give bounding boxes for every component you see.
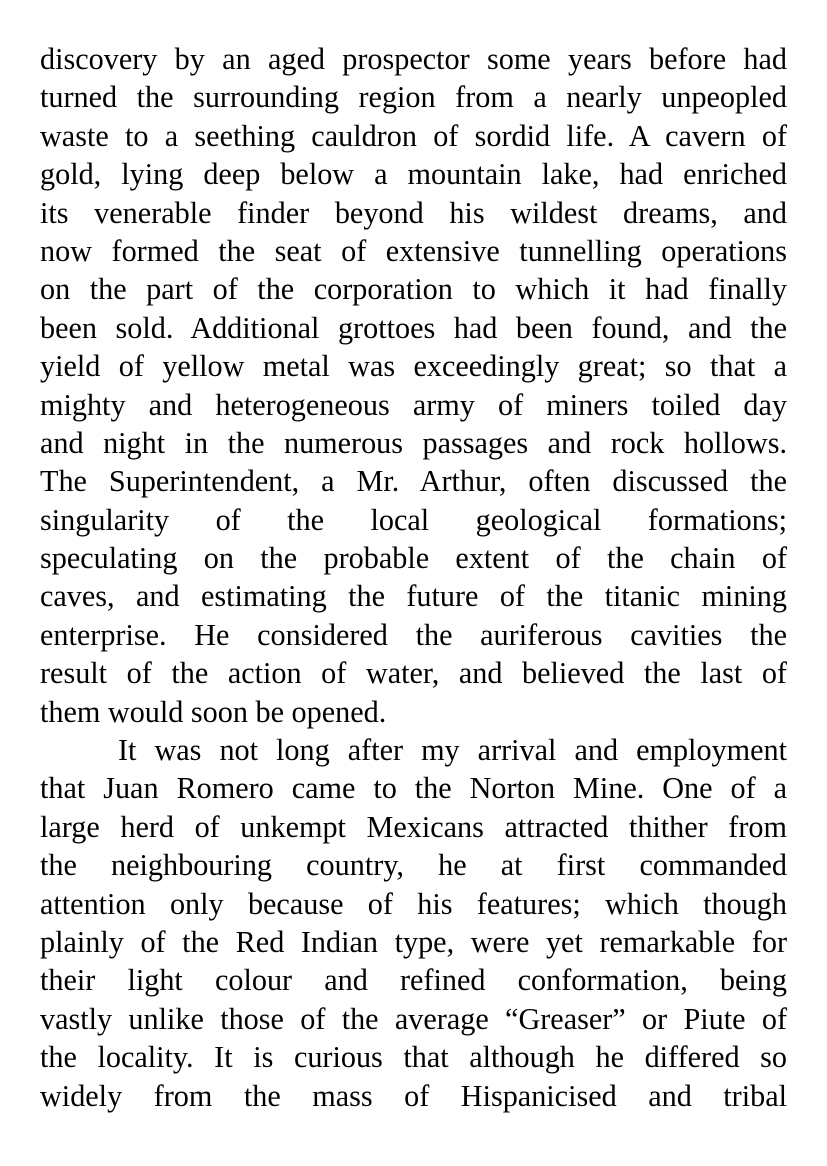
text-line: the locality. It is curious that although he differed so [40,1040,787,1075]
text-line: them would soon be opened. [40,694,387,729]
paragraph-2 [40,731,787,1115]
text-line: discovery by an aged prospector some years before had [40,42,787,76]
text-line: enterprise. He considered the auriferous cavities the [40,617,787,652]
text-line: their light colour and refined conformation, being [40,963,787,998]
text-line: now formed the seat of extensive tunnelling operations [40,233,787,268]
paragraph-1 [40,40,787,731]
text-line: result of the action of water, and believed the last of [40,656,787,691]
text-line: turned the surrounding region from a nearly unpeopled [40,80,787,115]
text-line: its venerable finder beyond his wildest dreams, and [40,195,787,230]
text-line: gold, lying deep below a mountain lake, had enriched [40,157,787,192]
text-line: the neighbouring country, he at first commanded [40,848,787,883]
text-line: caves, and estimating the future of the titanic mining [40,579,787,614]
text-line: widely from the mass of Hispanicised and tribal [40,1078,787,1113]
document-page [40,40,787,1115]
text-line: mighty and heterogeneous army of miners toiled day [40,387,787,422]
text-line: plainly of the Red Indian type, were yet remarkable for [40,924,787,959]
text-line: vastly unlike those of the average “Greaser” or Piute of [40,1001,787,1036]
text-line: speculating on the probable extent of the chain of [40,541,787,576]
text-line: and night in the numerous passages and rock hollows. [40,425,787,460]
text-line: attention only because of his features; which though [40,886,787,921]
text-line: It was not long after my arrival and employment [118,733,787,768]
text-line: on the part of the corporation to which it had finally [40,272,787,307]
text-line: waste to a seething cauldron of sordid life. A cavern of [40,118,787,153]
text-line: that Juan Romero came to the Norton Mine. One of a [40,771,787,806]
text-line: been sold. Additional grottoes had been found, and the [40,310,787,345]
text-line: The Superintendent, a Mr. Arthur, often discussed the [40,464,787,499]
text-line: yield of yellow metal was exceedingly great; so that a [40,349,787,384]
text-line: singularity of the local geological formations; [40,502,787,537]
text-line: large herd of unkempt Mexicans attracted thither from [40,809,787,844]
